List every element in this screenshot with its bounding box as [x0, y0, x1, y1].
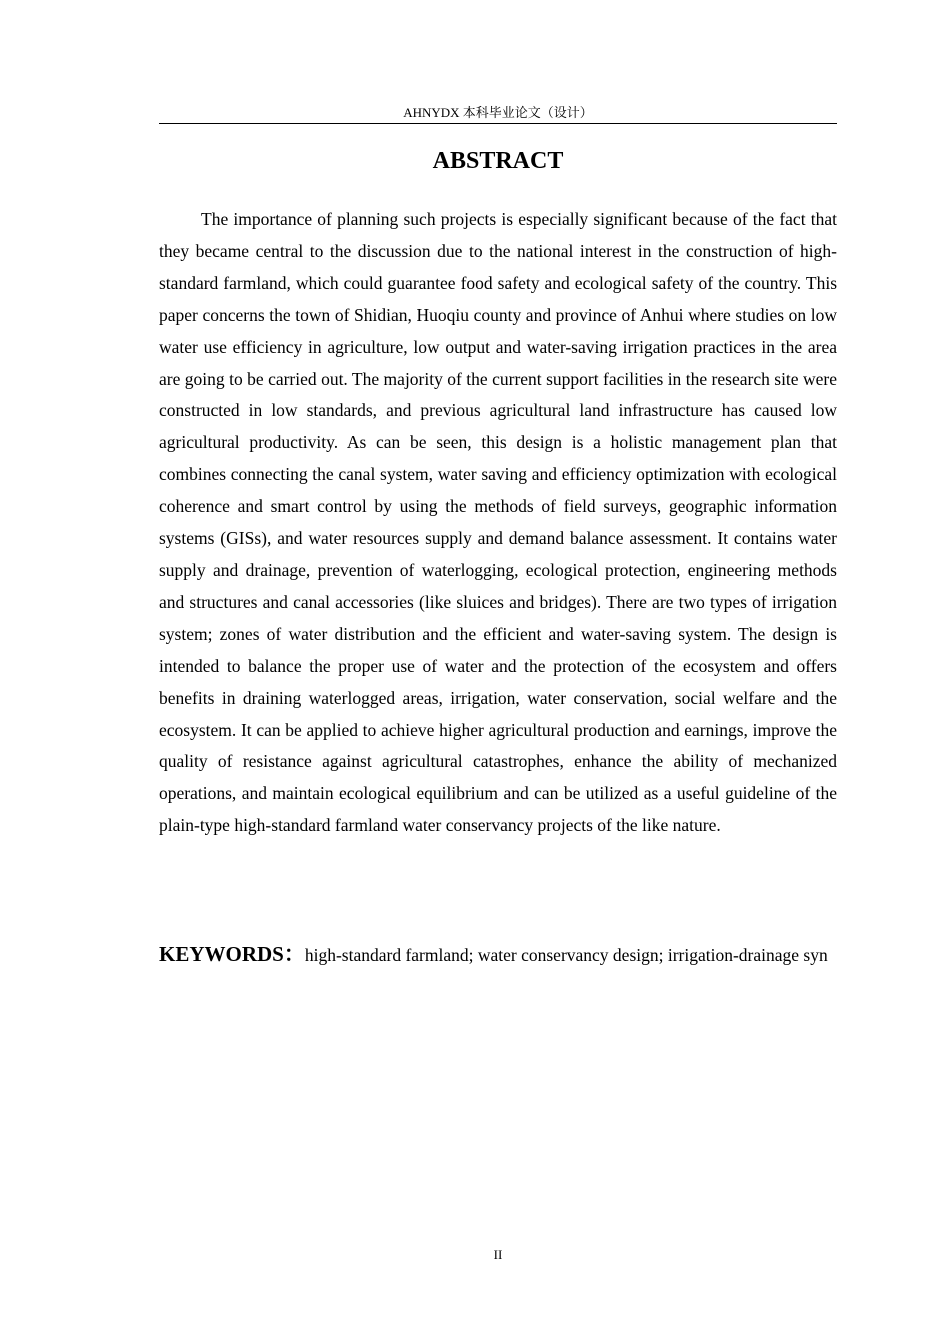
page-number: II — [493, 1247, 503, 1262]
keywords-text: high-standard farmland; water conservancy design; irrigation-drainage syn — [304, 945, 828, 965]
keywords-paragraph — [159, 938, 837, 971]
running-header: AHNYDX 本科毕业论文（设计） — [403, 105, 593, 120]
abstract-title: ABSTRACT — [432, 148, 564, 174]
header-divider — [159, 123, 837, 124]
abstract-body: The importance of planning such projects is especially significant because of the fact that they became central to the discussion due to the national interest in the construction of high-standard farmland, which could guarantee food safety and ecological safety of the country. This paper concerns the town of Shidian, Huoqiu county and province of Anhui where studies on low water use efficiency in agriculture, low output and water-saving irrigation practices in the area are going to be carried out. The majority of the current support facilities in the research site were constructed in low standards, and previous agricultural land infrastructure has caused low agricultural productivity. As can be seen, this design is a holistic management plan that combines connecting the canal system, water saving and efficiency optimization with ecological coherence and smart control by using the methods of field surveys, geographic information systems (GISs), and water resources supply and demand balance assessment. It contains water supply and drainage, prevention of waterlogging, ecological protection, engineering methods and structures and canal accessories (like sluices and bridges). There are two types of irrigation system; zones of water distribution and the efficient and water-saving system. The design is intended to balance the proper use of water and the protection of the ecosystem and offers benefits in draining waterlogged areas, irrigation, water conservation, social welfare and the ecosystem. It can be applied to achieve higher agricultural production and earnings, improve the quality of resistance against agricultural catastrophes, enhance the ability of mechanized operations, and maintain ecological equilibrium and can be utilized as a useful guideline of the plain-type high-standard farmland water conservancy projects of the like nature. — [159, 209, 837, 836]
keywords-label: KEYWORDS： — [159, 942, 305, 966]
